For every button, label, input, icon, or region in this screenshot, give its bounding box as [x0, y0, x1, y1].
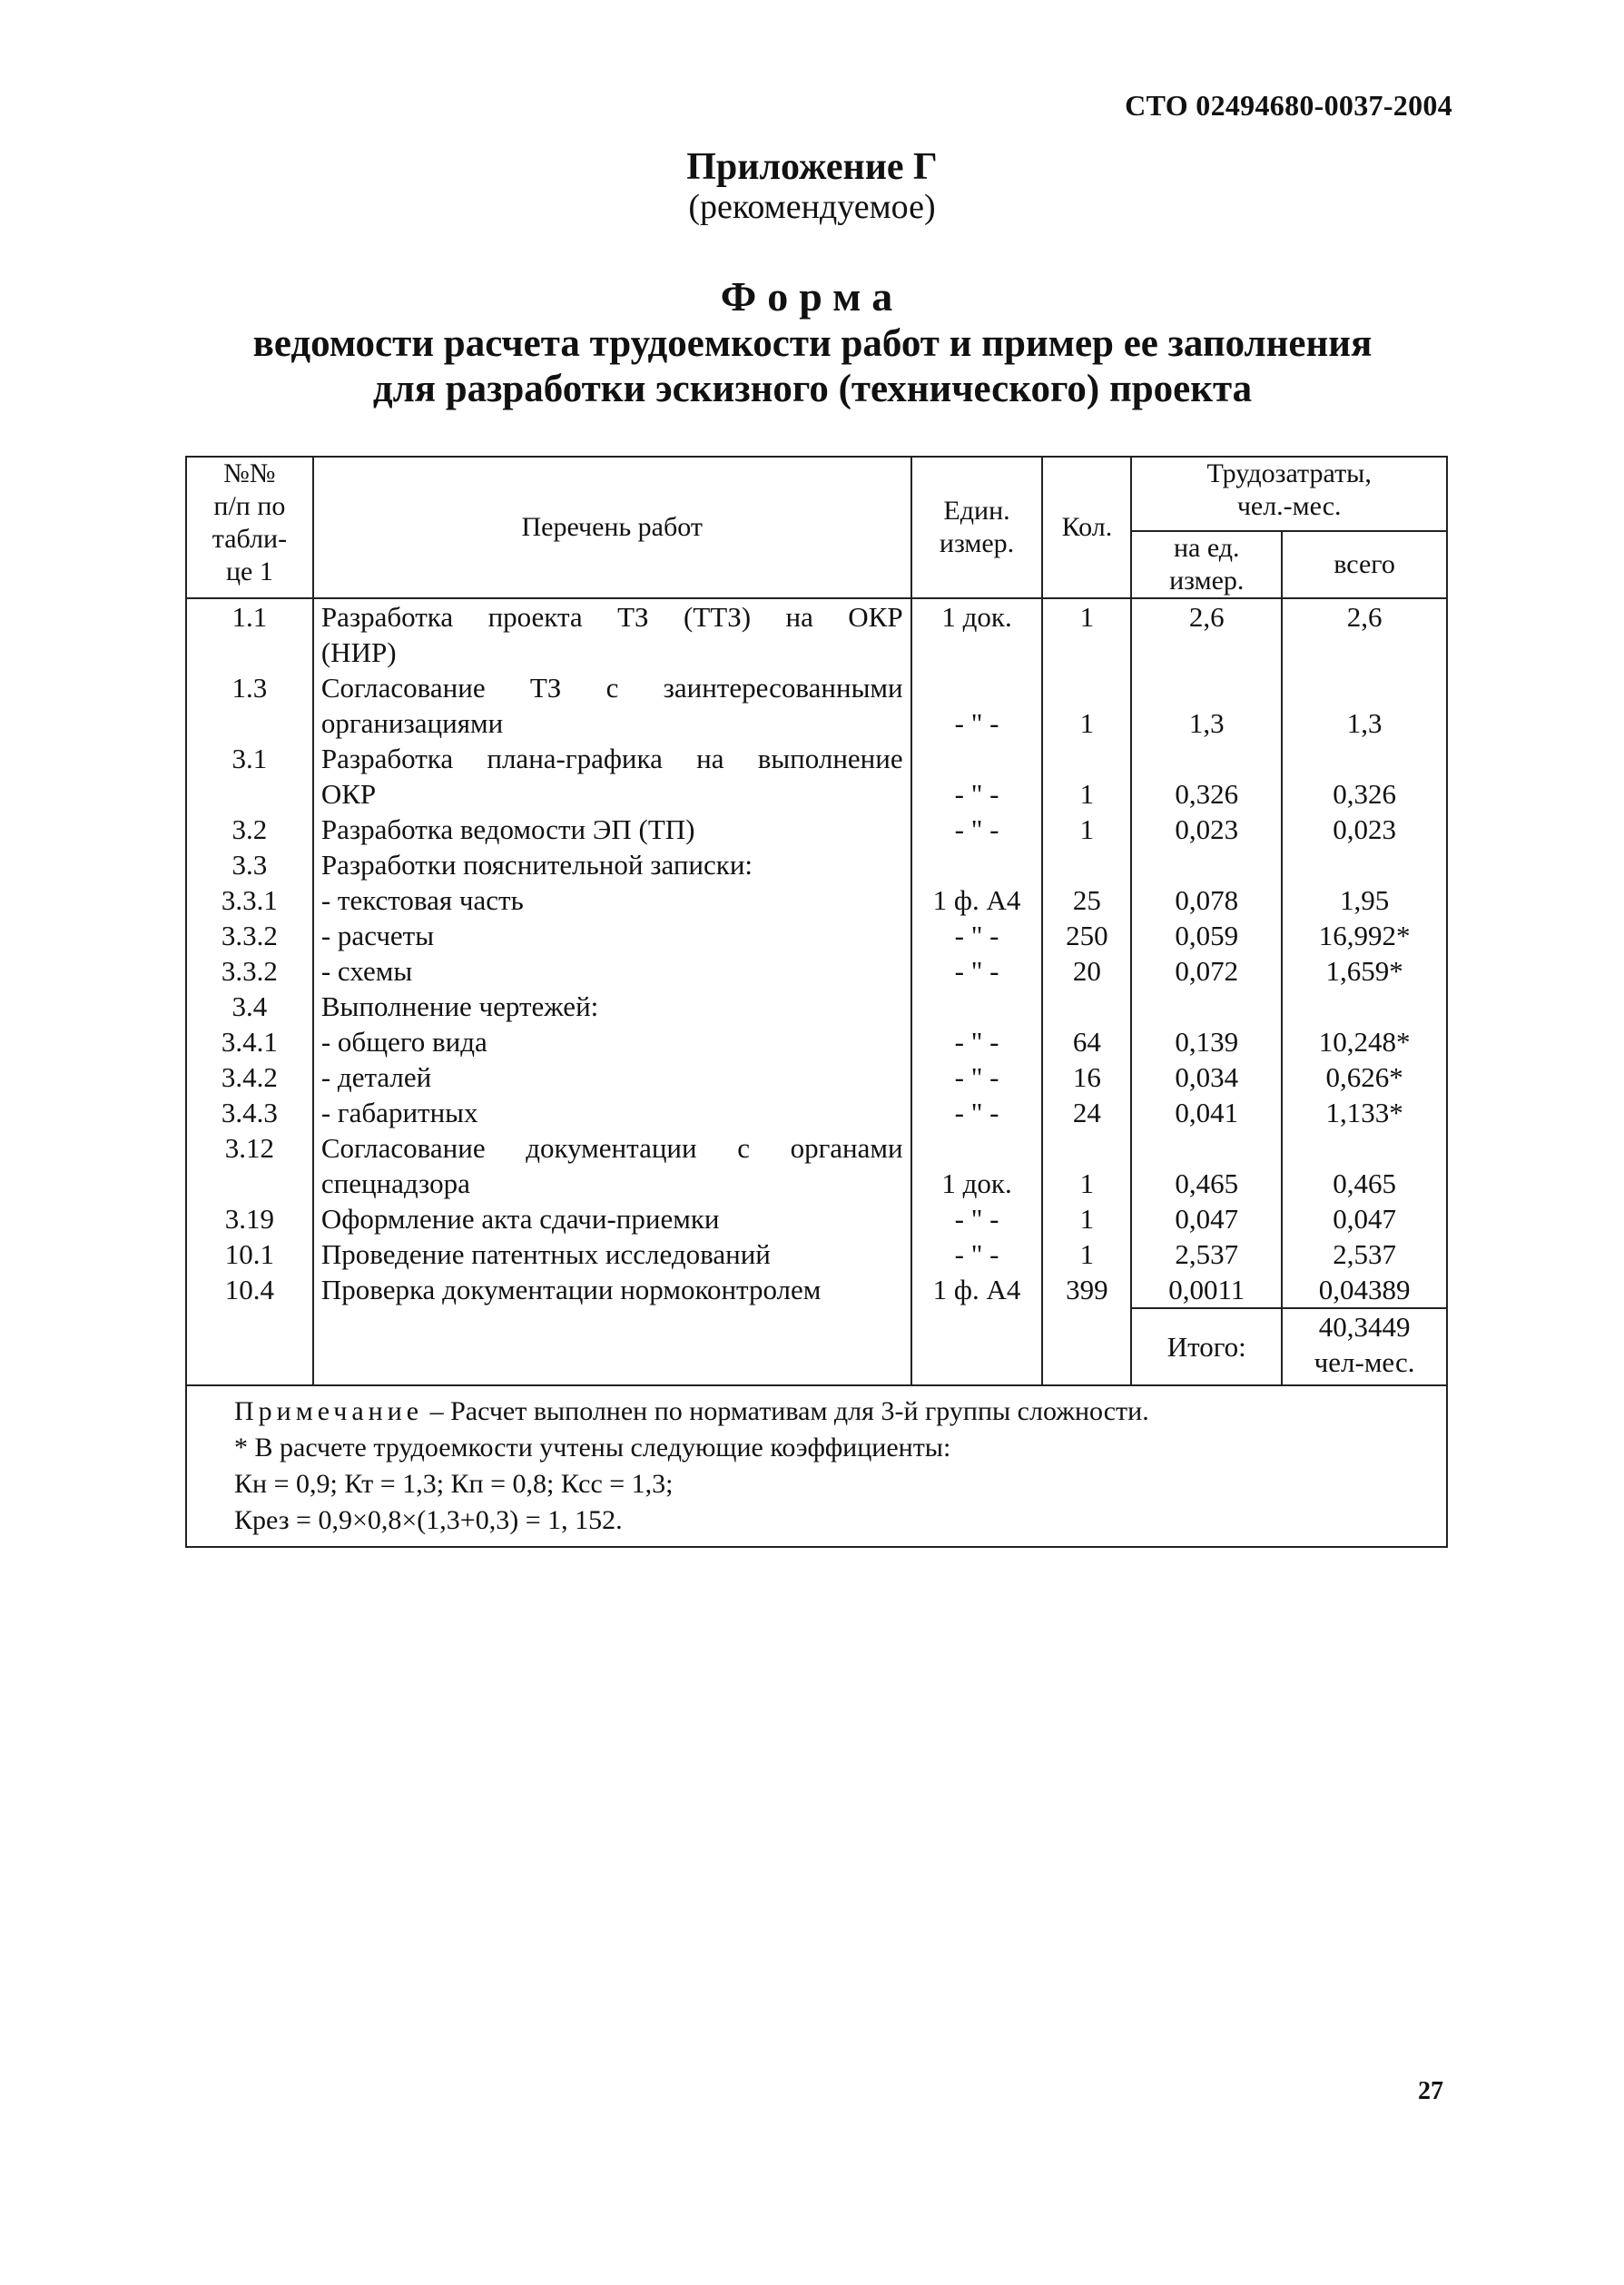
row-number: 3.2 — [186, 812, 313, 847]
row-qty: 399 — [1042, 1272, 1131, 1308]
row-work-line-1: - деталей — [320, 1061, 432, 1093]
table-row — [186, 1024, 1447, 1059]
note-row — [186, 1385, 1447, 1547]
row-unit — [911, 847, 1043, 882]
note-line — [234, 1394, 1399, 1430]
row-number: 3.3 — [186, 847, 313, 882]
row-work — [313, 1201, 911, 1236]
row-work-line-1: Разработки пояснительной записки: — [320, 849, 753, 881]
row-work — [313, 741, 911, 812]
row-per-unit: 0,072 — [1131, 953, 1282, 989]
row-per-unit: 1,3 — [1131, 670, 1282, 741]
coefficients-line-1: Кн = 0,9; Кт = 1,3; Кп = 0,8; Ксс = 1,3; — [234, 1469, 674, 1499]
row-work-line-2: ОКР — [320, 778, 377, 810]
row-work-line-1: Оформление акта сдачи-приемки — [320, 1203, 720, 1235]
row-number: 3.3.2 — [186, 953, 313, 989]
row-number: 3.1 — [186, 741, 313, 812]
row-total: 0,023 — [1282, 812, 1447, 847]
labor-table — [185, 456, 1448, 1548]
row-work-line-2: спецнадзора — [320, 1167, 470, 1199]
coefficients-intro: * В расчете трудоемкости учтены следующие коэффициенты: — [234, 1433, 951, 1463]
row-qty: 1 — [1042, 670, 1131, 741]
row-qty: 64 — [1042, 1024, 1131, 1059]
table-row — [186, 953, 1447, 989]
row-per-unit: 0,078 — [1131, 882, 1282, 918]
row-work-line-1: - габаритных — [320, 1097, 478, 1128]
note-text: – Расчет выполнен по нормативам для 3-й группы сложности. — [423, 1396, 1149, 1426]
row-work — [313, 989, 911, 1024]
row-unit: - " - — [911, 918, 1043, 953]
header-labor-cell — [1131, 457, 1447, 531]
row-number: 3.12 — [186, 1130, 313, 1201]
table-row — [186, 989, 1447, 1024]
row-work — [313, 882, 911, 918]
standard-code: СТО 02494680-0037-2004 — [1125, 89, 1452, 122]
row-total: 1,3 — [1282, 670, 1447, 741]
row-per-unit: 0,023 — [1131, 812, 1282, 847]
row-per-unit: 2,537 — [1131, 1236, 1282, 1272]
row-number: 3.3.1 — [186, 882, 313, 918]
row-total: 10,248* — [1282, 1024, 1447, 1059]
row-unit: 1 ф. А4 — [911, 1272, 1043, 1308]
row-work-line-1: - расчеты — [320, 920, 435, 951]
header-num-line-3: табли- — [212, 524, 288, 554]
row-work-line-1: - схемы — [320, 955, 413, 987]
table-row — [186, 1236, 1447, 1272]
table-row — [186, 882, 1447, 918]
row-total: 1,659* — [1282, 953, 1447, 989]
row-qty: 1 — [1042, 1201, 1131, 1236]
row-number: 10.1 — [186, 1236, 313, 1272]
appendix-subtitle: (рекомендуемое) — [688, 188, 936, 226]
table-row — [186, 1272, 1447, 1308]
row-work — [313, 1059, 911, 1095]
table-row — [186, 1130, 1447, 1201]
header-per-unit-line-2: измер. — [1169, 566, 1245, 596]
row-work-line-1: Выполнение чертежей: — [320, 990, 599, 1022]
row-work — [313, 1236, 911, 1272]
row-work-line-1: Согласование ТЗ с заинтересованными — [320, 672, 903, 704]
row-total: 1,133* — [1282, 1095, 1447, 1130]
row-per-unit: 0,0011 — [1131, 1272, 1282, 1308]
total-works-cell — [313, 1308, 911, 1385]
header-labor-line-2: чел.-мес. — [1236, 491, 1342, 521]
row-qty: 250 — [1042, 918, 1131, 953]
header-unit-line-2: измер. — [939, 528, 1015, 558]
total-value: 40,3449 — [1318, 1311, 1411, 1343]
table-row — [186, 812, 1447, 847]
row-unit: - " - — [911, 1095, 1043, 1130]
row-number: 3.3.2 — [186, 918, 313, 953]
row-total — [1282, 847, 1447, 882]
row-work-line-1: Разработка ведомости ЭП (ТП) — [320, 813, 695, 845]
row-qty: 1 — [1042, 812, 1131, 847]
table-row — [186, 918, 1447, 953]
title-line-2: для разработки эскизного (технического) проекта — [372, 368, 1253, 410]
row-work — [313, 1024, 911, 1059]
row-number: 3.4.1 — [186, 1024, 313, 1059]
row-number: 1.3 — [186, 670, 313, 741]
row-unit: - " - — [911, 1236, 1043, 1272]
row-per-unit: 0,047 — [1131, 1201, 1282, 1236]
row-number: 10.4 — [186, 1272, 313, 1308]
row-work-line-1: Разработка проекта ТЗ (ТТЗ) на ОКР — [320, 601, 903, 633]
row-work-line-1: Разработка плана-графика на выполнение — [320, 743, 903, 774]
table-row — [186, 670, 1447, 741]
row-total: 0,326 — [1282, 741, 1447, 812]
appendix-title: Приложение Г — [686, 146, 938, 188]
header-num-line-4: це 1 — [225, 556, 273, 586]
total-row — [186, 1308, 1447, 1385]
row-total: 0,465 — [1282, 1130, 1447, 1201]
table-header-row-1 — [186, 457, 1447, 531]
row-per-unit — [1131, 989, 1282, 1024]
header-unit-cell — [911, 457, 1043, 598]
header-labor-line-1: Трудозатраты, — [1206, 458, 1372, 488]
row-number: 3.4.3 — [186, 1095, 313, 1130]
total-value-cell — [1282, 1308, 1447, 1385]
row-per-unit: 0,034 — [1131, 1059, 1282, 1095]
header-num-cell — [186, 457, 313, 598]
row-work-line-1: Проведение патентных исследований — [320, 1238, 771, 1270]
row-work — [313, 953, 911, 989]
row-work — [313, 598, 911, 670]
row-work — [313, 1272, 911, 1308]
row-work-line-2: (НИР) — [320, 636, 397, 668]
row-work-line-2: организациями — [320, 707, 504, 739]
row-total: 2,6 — [1282, 598, 1447, 670]
row-total: 2,537 — [1282, 1236, 1447, 1272]
table-row — [186, 1095, 1447, 1130]
row-work-line-1: - текстовая часть — [320, 884, 524, 916]
row-work — [313, 670, 911, 741]
row-qty — [1042, 847, 1131, 882]
header-per-unit-cell — [1131, 531, 1282, 598]
row-per-unit: 0,041 — [1131, 1095, 1282, 1130]
page-number: 27 — [1418, 2077, 1443, 2105]
row-work — [313, 1130, 911, 1201]
row-qty: 1 — [1042, 741, 1131, 812]
table-row — [186, 847, 1447, 882]
row-per-unit — [1131, 847, 1282, 882]
row-per-unit: 2,6 — [1131, 598, 1282, 670]
row-per-unit: 0,059 — [1131, 918, 1282, 953]
header-num-line-1: №№ — [223, 458, 276, 488]
table-row — [186, 1201, 1447, 1236]
row-work-line-1: - общего вида — [320, 1026, 487, 1058]
row-qty — [1042, 989, 1131, 1024]
row-per-unit: 0,465 — [1131, 1130, 1282, 1201]
row-unit — [911, 989, 1043, 1024]
row-unit: - " - — [911, 1059, 1043, 1095]
row-work — [313, 812, 911, 847]
title-line-1: ведомости расчета трудоемкости работ и пример ее заполнения — [252, 322, 1373, 365]
row-qty: 16 — [1042, 1059, 1131, 1095]
total-unit: чел-мес. — [1314, 1346, 1415, 1378]
row-unit: 1 док. — [911, 1130, 1043, 1201]
header-total-cell: всего — [1282, 531, 1447, 598]
row-qty: 24 — [1042, 1095, 1131, 1130]
row-number: 1.1 — [186, 598, 313, 670]
row-work — [313, 918, 911, 953]
header-qty-cell: Кол. — [1042, 457, 1131, 598]
row-qty: 1 — [1042, 598, 1131, 670]
row-unit: - " - — [911, 670, 1043, 741]
row-total: 0,626* — [1282, 1059, 1447, 1095]
row-unit: 1 док. — [911, 598, 1043, 670]
row-per-unit: 0,139 — [1131, 1024, 1282, 1059]
row-qty: 20 — [1042, 953, 1131, 989]
coefficients-line-2: Крез = 0,9×0,8×(1,3+0,3) = 1, 152. — [234, 1505, 623, 1535]
table-row — [186, 598, 1447, 670]
row-qty: 25 — [1042, 882, 1131, 918]
row-qty: 1 — [1042, 1130, 1131, 1201]
note-cell — [186, 1385, 1447, 1547]
row-unit: - " - — [911, 741, 1043, 812]
row-total: 16,992* — [1282, 918, 1447, 953]
total-label: Итого: — [1131, 1308, 1282, 1385]
row-unit: - " - — [911, 1024, 1043, 1059]
row-unit: 1 ф. А4 — [911, 882, 1043, 918]
header-unit-line-1: Един. — [943, 496, 1010, 526]
form-heading: Форма — [720, 273, 904, 320]
row-work — [313, 847, 911, 882]
header-num-line-2: п/п по — [213, 491, 286, 521]
total-qty-cell — [1042, 1308, 1131, 1385]
table-row — [186, 1059, 1447, 1095]
row-total: 0,04389 — [1282, 1272, 1447, 1308]
row-unit: - " - — [911, 953, 1043, 989]
table-body — [186, 598, 1447, 1308]
row-total — [1282, 989, 1447, 1024]
row-work-line-1: Проверка документации нормоконтролем — [320, 1274, 822, 1305]
row-qty: 1 — [1042, 1236, 1131, 1272]
row-work — [313, 1095, 911, 1130]
row-unit: - " - — [911, 812, 1043, 847]
document-title — [163, 321, 1462, 412]
row-total: 1,95 — [1282, 882, 1447, 918]
table-row — [186, 741, 1447, 812]
row-unit: - " - — [911, 1201, 1043, 1236]
row-per-unit: 0,326 — [1131, 741, 1282, 812]
row-work-line-1: Согласование документации с органами — [320, 1132, 903, 1164]
header-works-cell: Перечень работ — [313, 457, 911, 598]
header-per-unit-line-1: на ед. — [1173, 533, 1240, 563]
note-label: Примечание — [234, 1396, 424, 1426]
total-unit-cell — [911, 1308, 1043, 1385]
row-number: 3.19 — [186, 1201, 313, 1236]
total-num-cell — [186, 1308, 313, 1385]
row-total: 0,047 — [1282, 1201, 1447, 1236]
row-number: 3.4 — [186, 989, 313, 1024]
row-number: 3.4.2 — [186, 1059, 313, 1095]
